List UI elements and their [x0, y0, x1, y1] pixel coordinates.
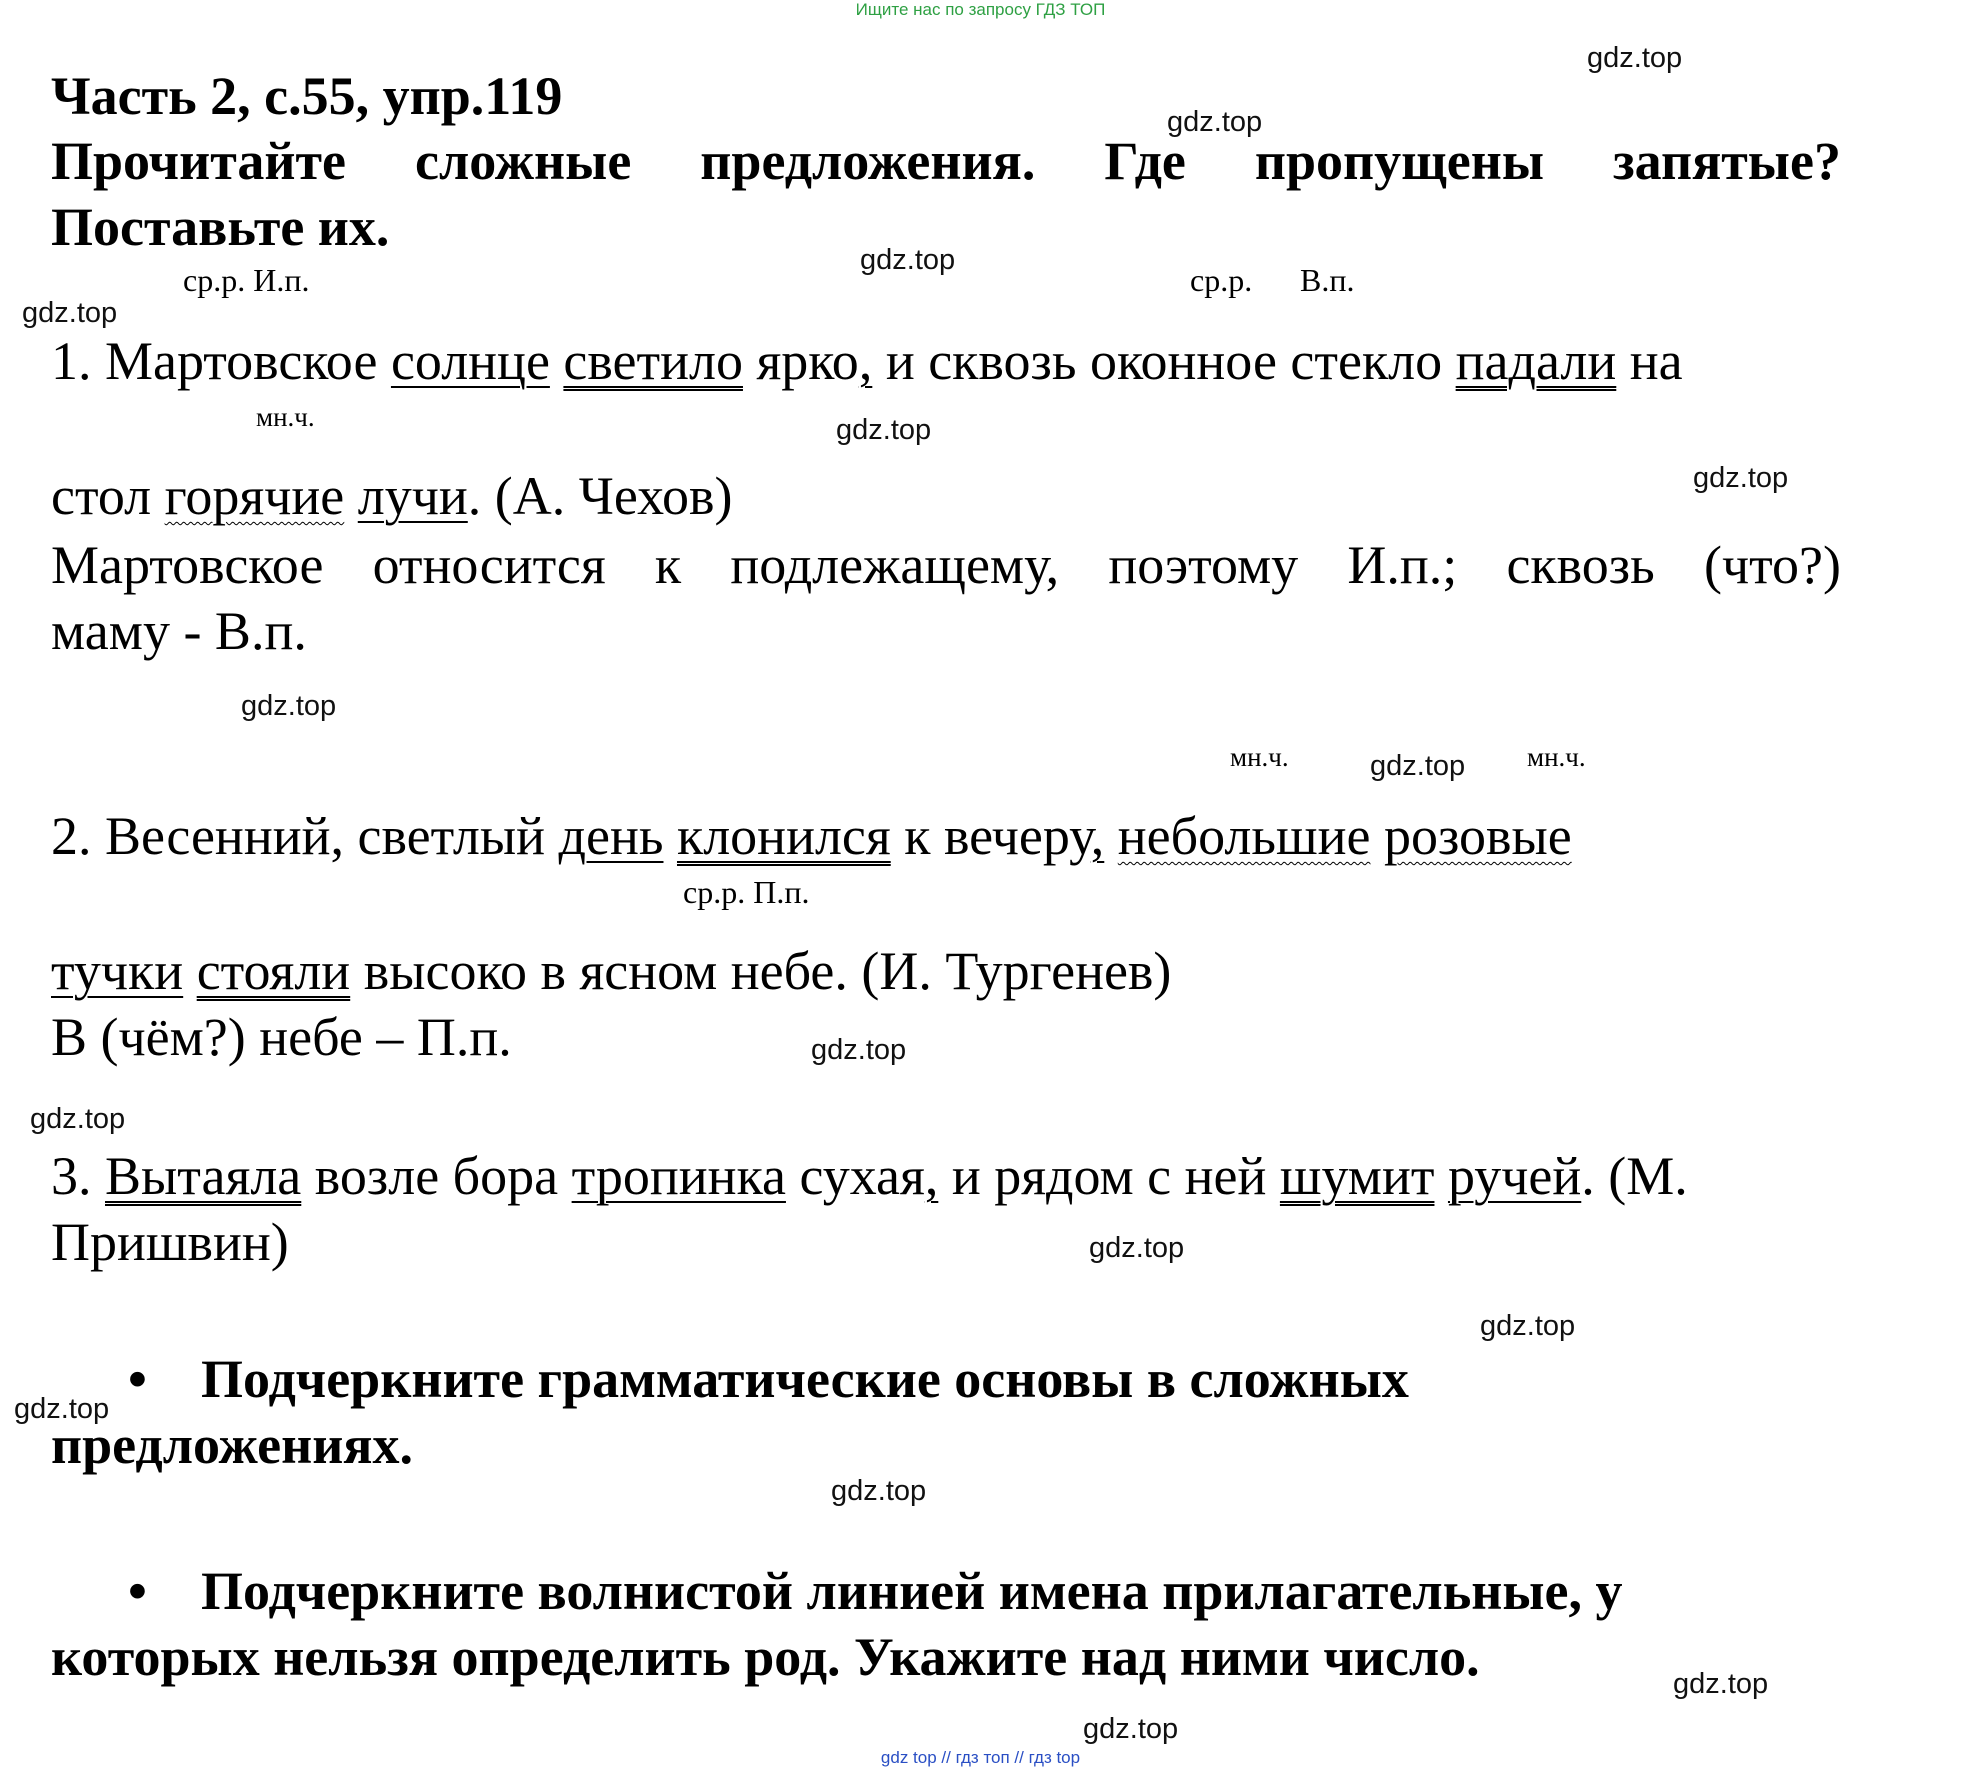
instruction-line-2: Поставьте их.: [51, 197, 390, 257]
explanation-word: подлежащему,: [730, 535, 1060, 595]
task-1-bullet: •: [128, 1349, 147, 1409]
adjective-word: горячие: [164, 466, 345, 526]
grammar-note: ср.р. П.п.: [683, 874, 810, 910]
watermark: gdz.top: [836, 414, 932, 446]
word: возле бора: [301, 1146, 572, 1206]
word: к вечеру: [890, 806, 1091, 866]
inserted-comma: ,: [858, 331, 873, 391]
sentence-3-line-1: [51, 1145, 1688, 1207]
word: сухая: [785, 1146, 925, 1206]
word: ярко: [742, 331, 859, 391]
instruction-word: Где: [1104, 131, 1186, 191]
task-2-line-2: которых нельзя определить род. Укажите над ними число.: [51, 1627, 1480, 1687]
explanation-1-line-2: маму - В.п.: [51, 601, 307, 661]
sentence-2-line-1: [51, 805, 1572, 867]
watermark: gdz.top: [1673, 1668, 1769, 1700]
adjective-word: розовые: [1383, 806, 1572, 866]
sentence-number: 3.: [51, 1146, 105, 1206]
subject-word: солнце: [390, 331, 550, 391]
task-2-bullet: •: [128, 1561, 147, 1621]
word: стол: [51, 466, 165, 526]
watermark: gdz.top: [241, 690, 337, 722]
instruction-word: пропущены: [1254, 131, 1544, 191]
subject-word: лучи: [357, 466, 468, 526]
watermark: gdz.top: [860, 244, 956, 276]
explanation-word: И.п.;: [1347, 535, 1458, 595]
subject-word: день: [558, 806, 664, 866]
word: Мартовское: [105, 331, 391, 391]
watermark: gdz.top: [1693, 462, 1789, 494]
sentence-number: 2.: [51, 806, 105, 866]
watermark: gdz.top: [22, 297, 118, 329]
watermark: gdz.top: [831, 1475, 927, 1507]
task-1-line-1: Подчеркните грамматические основы в сложных: [201, 1349, 1409, 1409]
watermark: gdz.top: [14, 1393, 110, 1425]
word: . (М.: [1581, 1146, 1688, 1206]
predicate-word: Вытаяла: [105, 1146, 302, 1206]
page-title: Часть 2, с.55, упр.119: [51, 66, 563, 126]
explanation-2: В (чём?) небе – П.п.: [51, 1007, 512, 1067]
watermark: gdz.top: [1480, 1310, 1576, 1342]
subject-word: тропинка: [571, 1146, 786, 1206]
explanation-word: поэтому: [1108, 535, 1299, 595]
instruction-word: запятые?: [1612, 131, 1841, 191]
instruction-word: Прочитайте: [51, 131, 346, 191]
sentence-1-line-1: [51, 330, 1683, 392]
word: . (А. Чехов): [467, 466, 733, 526]
word: Весенний, светлый: [105, 806, 559, 866]
explanation-word: к: [654, 535, 682, 595]
watermark: gdz.top: [1089, 1232, 1185, 1264]
watermark: gdz.top: [811, 1034, 907, 1066]
watermark: gdz.top: [1167, 106, 1263, 138]
watermark: gdz.top: [1083, 1713, 1179, 1745]
explanation-word: (что?): [1703, 535, 1841, 595]
instruction-word: сложные: [414, 131, 632, 191]
grammar-note: мн.ч.: [1230, 742, 1289, 772]
grammar-note: ср.р.: [1190, 262, 1253, 298]
inserted-comma: ,: [1090, 806, 1105, 866]
subject-word: ручей: [1447, 1146, 1582, 1206]
watermark: gdz.top: [30, 1103, 126, 1135]
grammar-note: мн.ч.: [256, 402, 315, 432]
sentence-number: 1.: [51, 331, 105, 391]
subject-word: тучки: [51, 941, 184, 1001]
explanation-word: Мартовское: [51, 535, 324, 595]
explanation-1-line-1: [51, 534, 1841, 596]
explanation-word: сквозь: [1506, 535, 1655, 595]
sentence-2-line-2: [51, 940, 1171, 1002]
word: высоко в ясном небе. (И. Тургенев): [350, 941, 1172, 1001]
predicate-word: шумит: [1279, 1146, 1435, 1206]
adjective-word: небольшие: [1117, 806, 1371, 866]
watermark: gdz.top: [1370, 750, 1466, 782]
predicate-word: светило: [563, 331, 743, 391]
predicate-word: стояли: [196, 941, 351, 1001]
task-1-line-2: предложениях.: [51, 1415, 414, 1475]
grammar-note: В.п.: [1300, 262, 1355, 298]
word: и рядом с ней: [938, 1146, 1280, 1206]
instruction-word: предложения.: [700, 131, 1036, 191]
sentence-1-line-2: [51, 465, 733, 527]
word: на: [1616, 331, 1683, 391]
predicate-word: клонился: [676, 806, 891, 866]
grammar-note: мн.ч.: [1527, 742, 1586, 772]
sentence-3-line-2: Пришвин): [51, 1212, 289, 1272]
predicate-word: падали: [1455, 331, 1617, 391]
watermark: gdz.top: [1587, 42, 1683, 74]
instruction-line-1: [51, 130, 1841, 192]
inserted-comma: ,: [924, 1146, 939, 1206]
top-banner: Ищите нас по запросу ГДЗ ТОП: [855, 0, 1106, 19]
explanation-word: относится: [372, 535, 606, 595]
task-2-line-1: Подчеркните волнистой линией имена прилагательные, у: [201, 1561, 1623, 1621]
bottom-banner: gdz top // гдз топ // гдз top: [880, 1748, 1081, 1767]
grammar-note: ср.р. И.п.: [183, 262, 310, 298]
word: и сквозь оконное стекло: [872, 331, 1456, 391]
